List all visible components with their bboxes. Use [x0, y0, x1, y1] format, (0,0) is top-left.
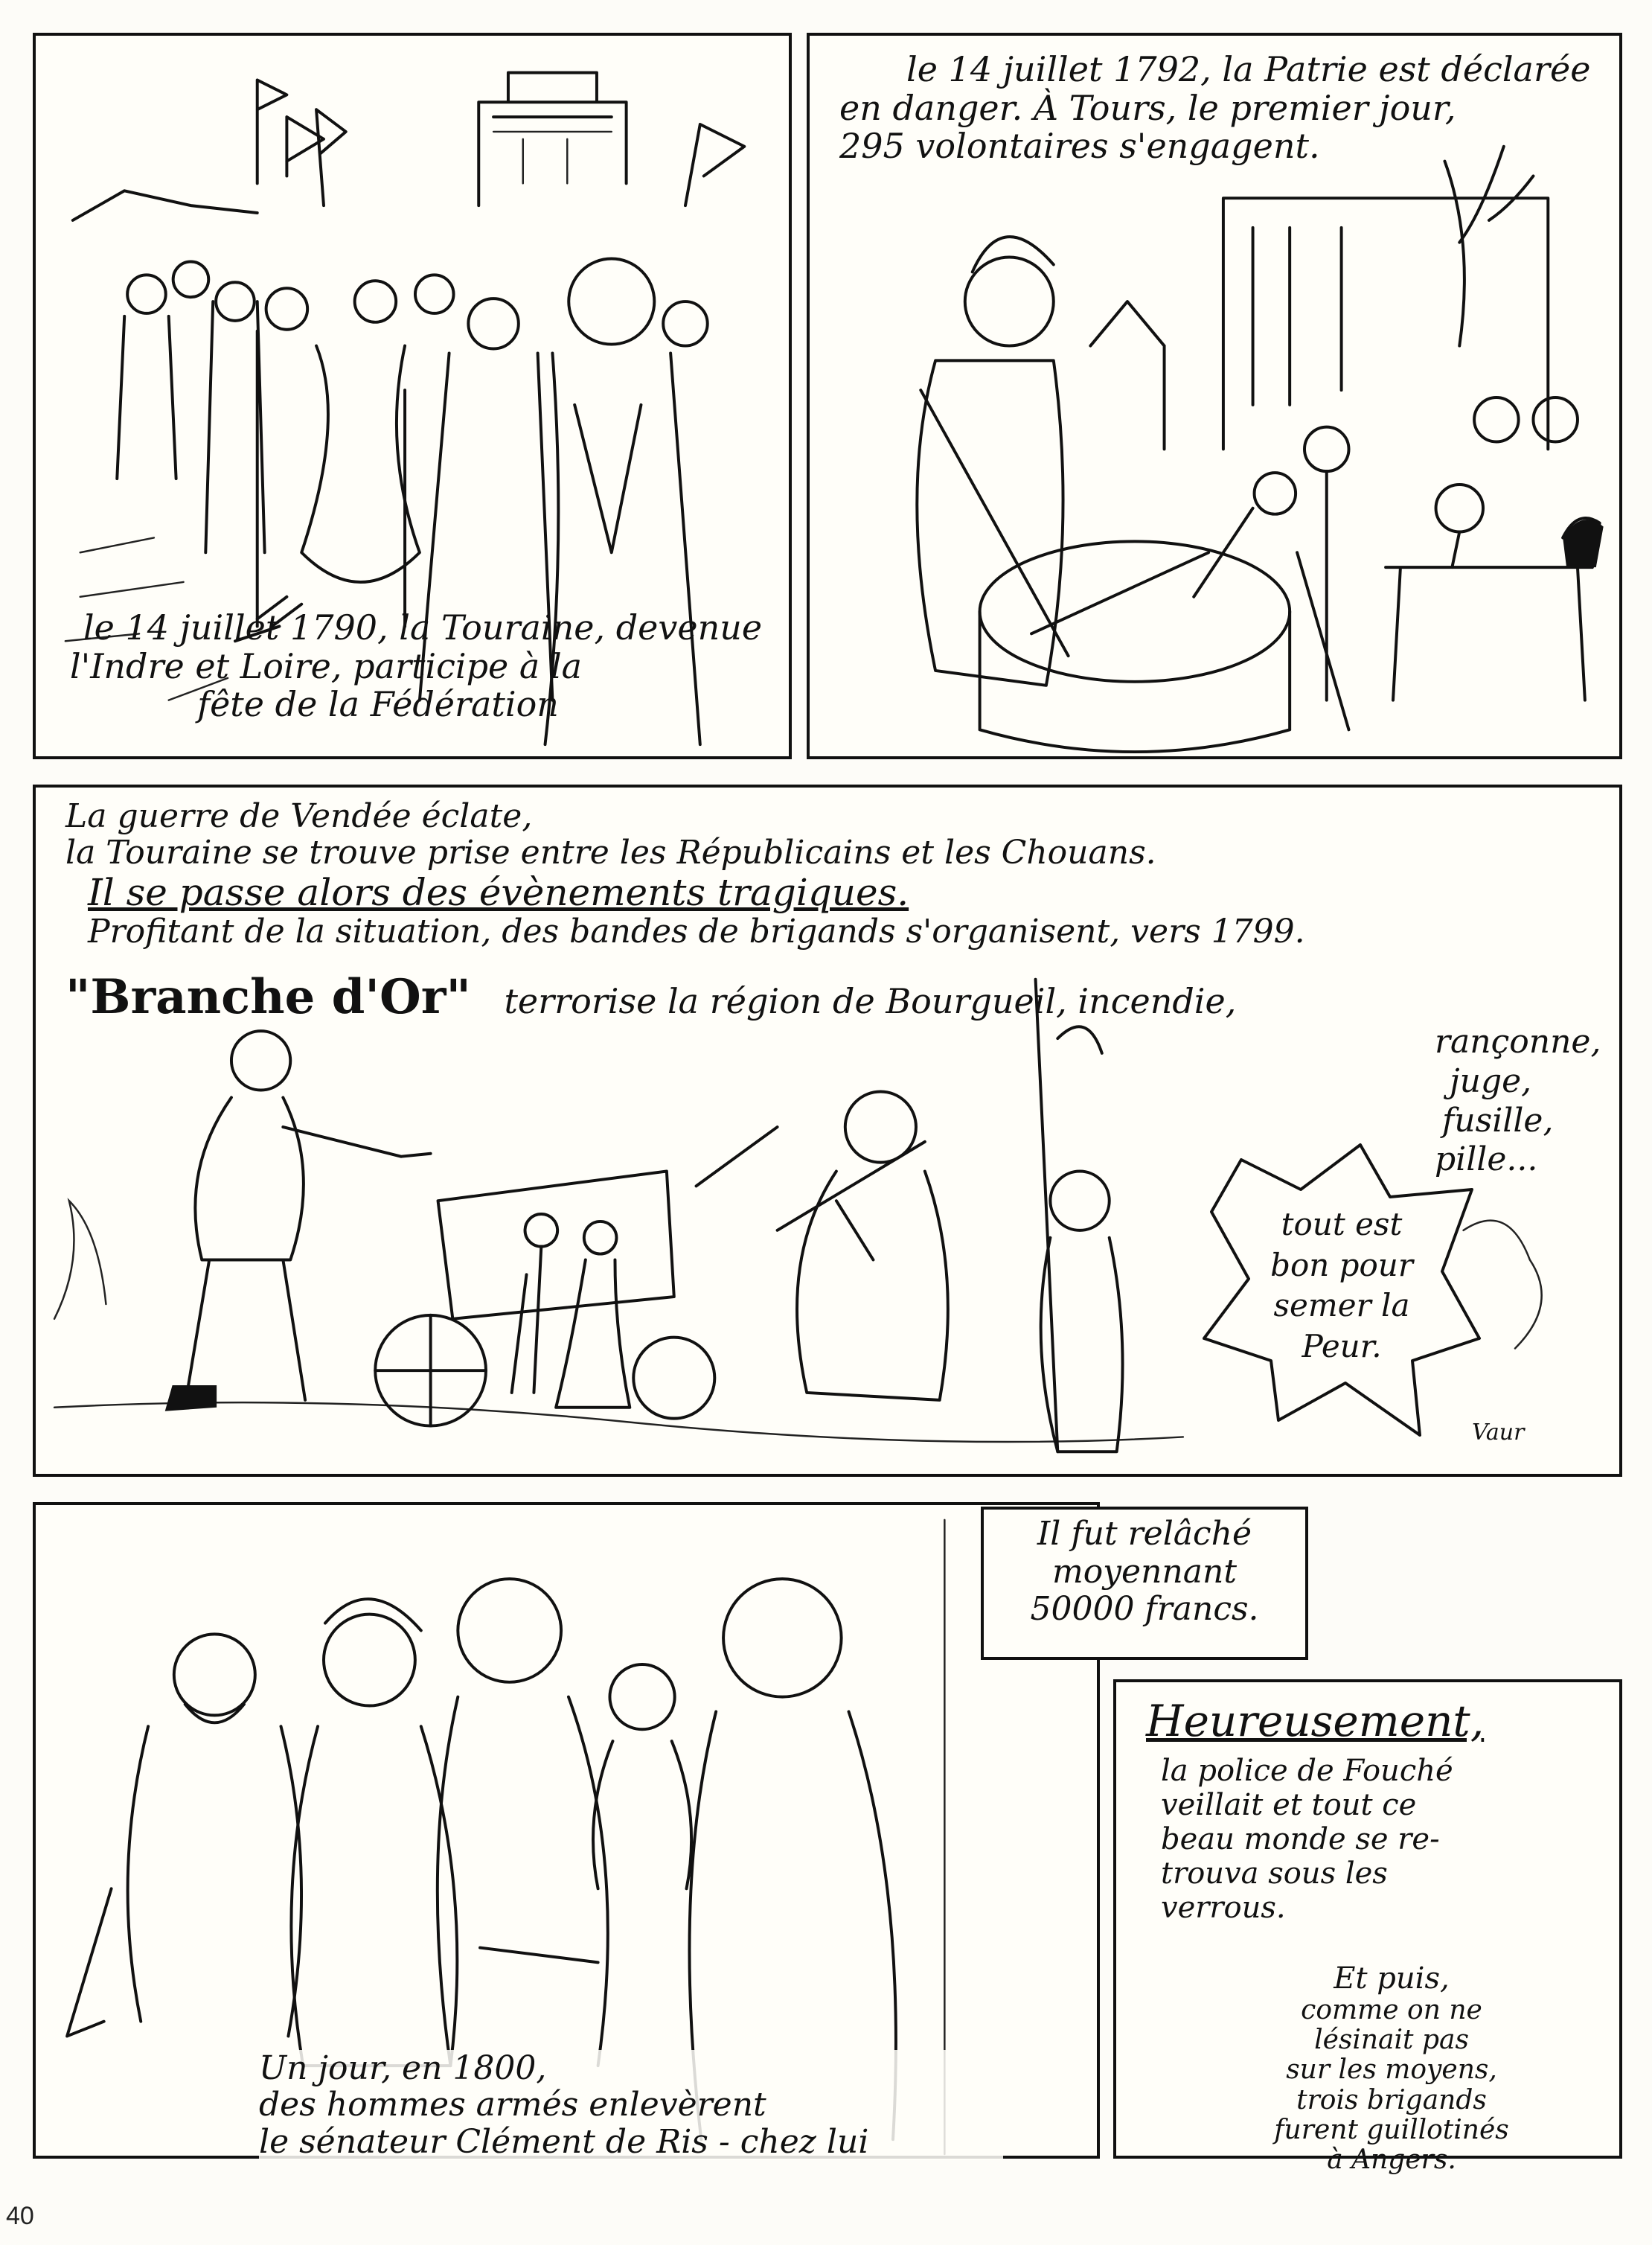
text-line: beau monde se re- — [1161, 1822, 1440, 1856]
bubble-line: bon pour — [1270, 1246, 1413, 1283]
verb: rançonne, — [1435, 1023, 1601, 1061]
caption-line: fête de la Fédération — [197, 684, 559, 725]
panel-branche-dor — [33, 785, 1622, 1477]
text-line: la police de Fouché — [1161, 1754, 1453, 1788]
header-line: la Touraine se trouve prise entre les Républicains et les Chouans. — [65, 834, 1156, 872]
heureusement-text2 — [1206, 1962, 1578, 2176]
caption-line: 295 volontaires s'engagent. — [839, 126, 1320, 167]
page-number: 40 — [6, 2202, 34, 2230]
text-line: trouva sous les — [1161, 1856, 1388, 1891]
text-line: furent guillotinés — [1274, 2115, 1509, 2146]
artist-signature: Vaur — [1472, 1420, 1525, 1446]
branche-line — [65, 971, 1598, 1024]
text-line: à Angers. — [1327, 2145, 1456, 2176]
header-line: La guerre de Vendée éclate, — [65, 797, 533, 835]
branche-title: "Branche d'Or" — [65, 969, 471, 1025]
bubble-line: semer la — [1273, 1287, 1410, 1324]
panel-kidnapping — [33, 1502, 1100, 2159]
caption-line: le 14 juillet 1790, la Touraine, devenue — [83, 607, 763, 648]
caption-line: le 14 juillet 1792, la Patrie est déclarée — [906, 49, 1591, 89]
panel2-caption — [839, 51, 1598, 166]
branche-rest: terrorise la région de Bourgueil, incendie, — [504, 981, 1237, 1021]
text-line: veillait et tout ce — [1161, 1788, 1417, 1822]
text-line: comme on ne — [1301, 1994, 1482, 2025]
text-line: sur les moyens, — [1286, 2054, 1497, 2086]
header-line-underlined: Il se passe alors des évènements tragiques. — [88, 870, 909, 914]
caption-line: l'Indre et Loire, participe à la — [69, 645, 583, 686]
heureusement-heading: Heureusement, — [1146, 1696, 1485, 1746]
ransom-caption-box — [981, 1507, 1308, 1660]
ransom-line: moyennant — [1051, 1552, 1238, 1591]
caption-line: des hommes armés enlevèrent — [259, 2086, 766, 2124]
panel-patrie-en-danger — [807, 33, 1622, 759]
bubble-line: tout est — [1281, 1206, 1403, 1242]
bubble-line: Peur. — [1302, 1327, 1382, 1364]
ransom-line: 50000 francs. — [1030, 1590, 1259, 1629]
speech-bubble-text — [1256, 1204, 1427, 1367]
panel4-caption — [259, 2050, 1003, 2160]
text-line: lésinait pas — [1314, 2025, 1469, 2056]
caption-line: Un jour, en 1800, — [259, 2049, 547, 2087]
panel3-header — [65, 798, 1598, 950]
text-line: verrous. — [1161, 1891, 1286, 1925]
text-line: Et puis, — [1334, 1961, 1450, 1996]
ransom-line: Il fut relâché — [1037, 1515, 1252, 1553]
verb: fusille, — [1442, 1101, 1554, 1140]
panel-heureusement — [1113, 1679, 1622, 2176]
header-line: Profitant de la situation, des bandes de brigands s'organisent, vers 1799. — [88, 912, 1305, 951]
heureusement-text1 — [1161, 1754, 1592, 1925]
panel1-caption — [65, 609, 780, 724]
verb: juge, — [1450, 1061, 1532, 1100]
caption-line: le sénateur Clément de Ris - chez lui — [259, 2122, 869, 2161]
panel-federation — [33, 33, 792, 759]
text-line: trois brigands — [1296, 2084, 1487, 2115]
verb: pille... — [1435, 1140, 1538, 1179]
caption-line: en danger. À Tours, le premier jour, — [839, 87, 1456, 128]
